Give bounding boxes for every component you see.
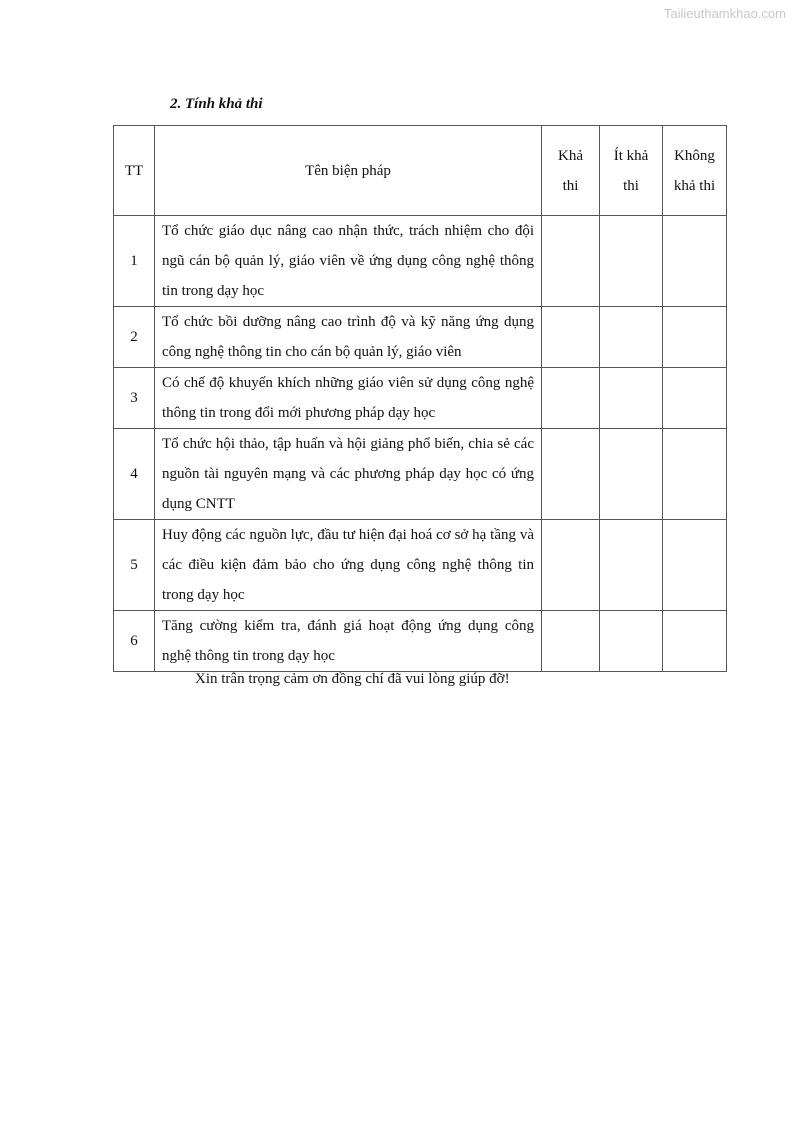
measure-name: Tổ chức hội thảo, tập huấn và hội giảng phổ biến, chia sẻ các nguồn tài nguyên mạng và các phương pháp dạy học có ứng dụng CNTT — [155, 429, 542, 520]
header-tt: TT — [114, 126, 155, 216]
table-row — [114, 520, 727, 611]
not-feasible-cell[interactable] — [663, 307, 727, 368]
row-number: 5 — [114, 520, 155, 611]
feasible-cell[interactable] — [542, 368, 600, 429]
feasibility-table — [113, 125, 727, 672]
measure-name: Tổ chức bồi dưỡng nâng cao trình độ và kỹ năng ứng dụng công nghệ thông tin cho cán bộ quản lý, giáo viên — [155, 307, 542, 368]
feasible-cell[interactable] — [542, 520, 600, 611]
not-feasible-cell[interactable] — [663, 216, 727, 307]
measure-name: Tổ chức giáo dục nâng cao nhận thức, trách nhiệm cho đội ngũ cán bộ quản lý, giáo viên về ứng dụng công nghệ thông tin trong dạy học — [155, 216, 542, 307]
row-number: 3 — [114, 368, 155, 429]
less-feasible-cell[interactable] — [600, 216, 663, 307]
watermark: Tailieuthamkhao.com — [663, 6, 786, 21]
measure-name: Có chế độ khuyến khích những giáo viên sử dụng công nghệ thông tin trong đổi mới phương pháp dạy học — [155, 368, 542, 429]
not-feasible-cell[interactable] — [663, 520, 727, 611]
section-title: 2. Tính khả thi — [170, 96, 263, 112]
header-measure-name: Tên biện pháp — [155, 126, 542, 216]
row-number: 2 — [114, 307, 155, 368]
row-number: 1 — [114, 216, 155, 307]
less-feasible-cell[interactable] — [600, 429, 663, 520]
feasible-cell[interactable] — [542, 307, 600, 368]
table-header-row — [114, 126, 727, 216]
header-feasible: Khả thi — [542, 126, 600, 216]
feasible-cell[interactable] — [542, 429, 600, 520]
measure-name: Tăng cường kiểm tra, đánh giá hoạt động ứng dụng công nghệ thông tin trong dạy học — [155, 611, 542, 672]
less-feasible-cell[interactable] — [600, 307, 663, 368]
table-row — [114, 216, 727, 307]
measure-name: Huy động các nguồn lực, đầu tư hiện đại hoá cơ sở hạ tầng và các điều kiện đảm bảo cho ứng dụng công nghệ thông tin trong dạy học — [155, 520, 542, 611]
not-feasible-cell[interactable] — [663, 429, 727, 520]
table-row — [114, 307, 727, 368]
not-feasible-cell[interactable] — [663, 611, 727, 672]
closing-note: Xin trân trọng cảm ơn đồng chí đã vui lòng giúp đỡ! — [195, 671, 510, 687]
not-feasible-cell[interactable] — [663, 368, 727, 429]
header-not-feasible: Không khả thi — [663, 126, 727, 216]
feasible-cell[interactable] — [542, 216, 600, 307]
less-feasible-cell[interactable] — [600, 520, 663, 611]
table-row — [114, 368, 727, 429]
header-less-feasible: Ít khả thi — [600, 126, 663, 216]
row-number: 4 — [114, 429, 155, 520]
row-number: 6 — [114, 611, 155, 672]
feasible-cell[interactable] — [542, 611, 600, 672]
less-feasible-cell[interactable] — [600, 368, 663, 429]
table-row — [114, 429, 727, 520]
less-feasible-cell[interactable] — [600, 611, 663, 672]
table-row — [114, 611, 727, 672]
